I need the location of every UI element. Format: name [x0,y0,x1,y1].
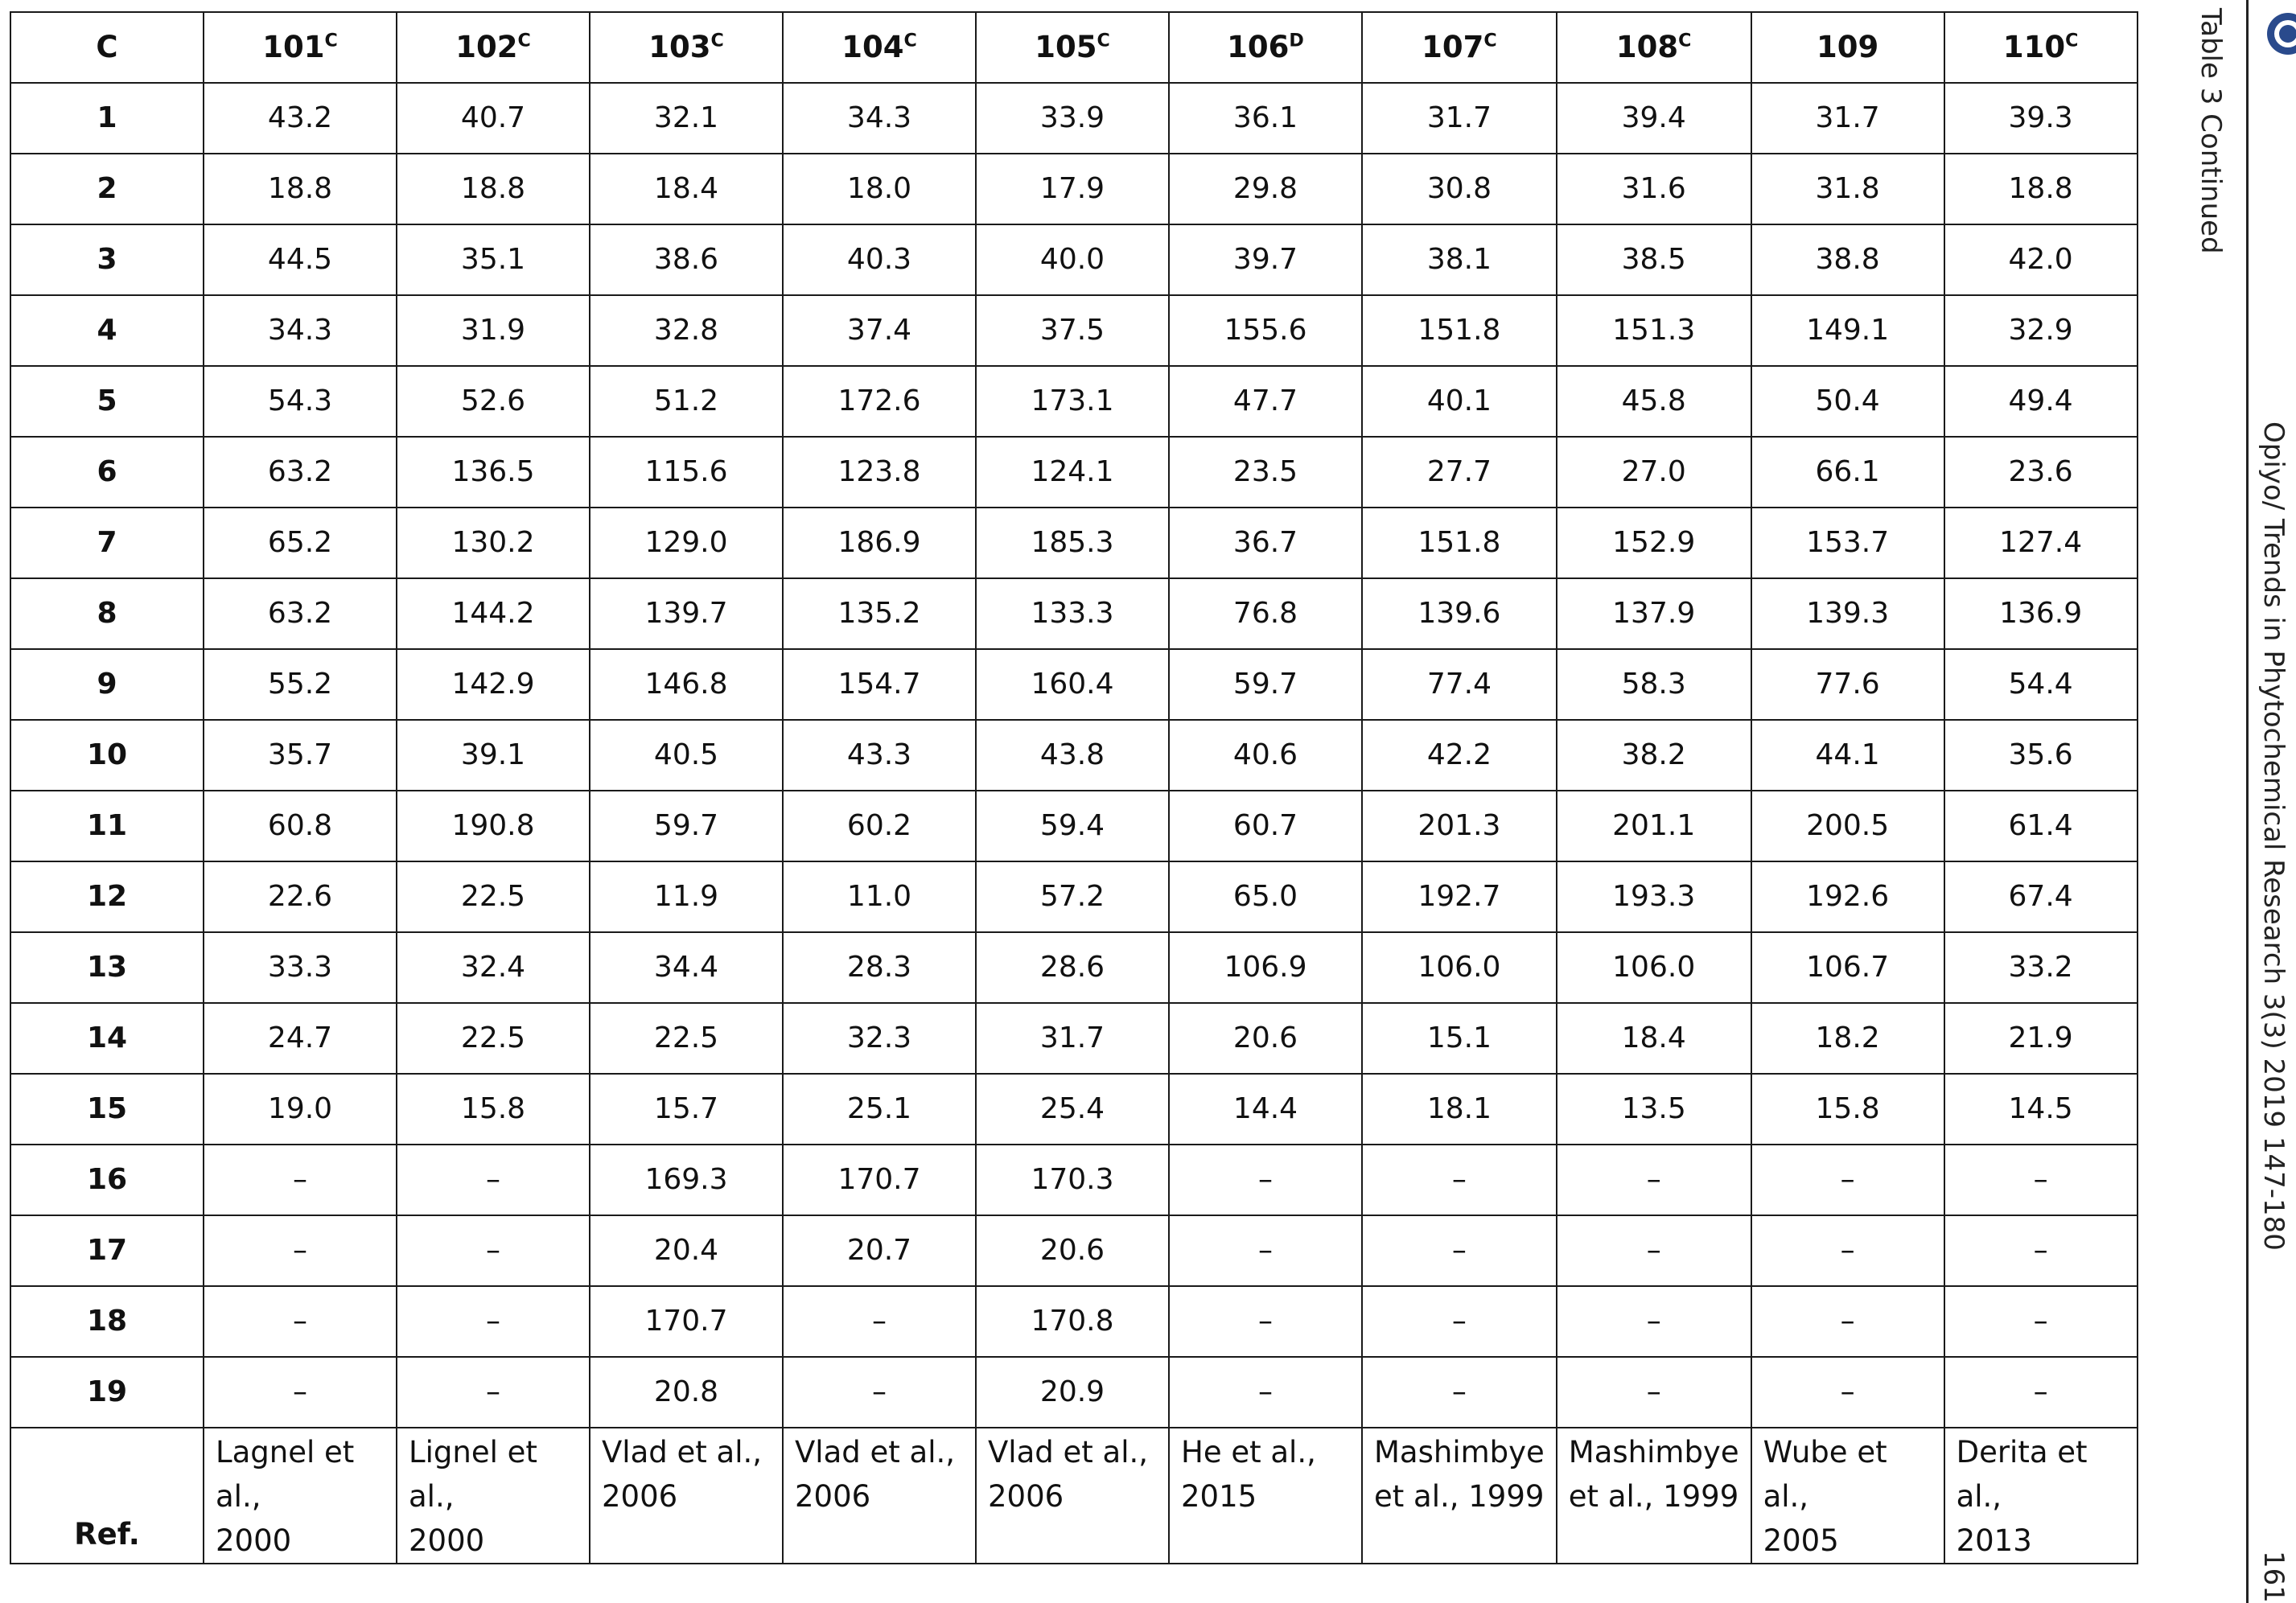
shift-value-cell: 106.0 [1557,932,1751,1003]
shift-value-cell: 130.2 [397,508,590,578]
shift-value-cell: 31.7 [1362,83,1557,154]
carbon-position-label: 7 [10,508,204,578]
reference-line: et al., 1999 [1568,1479,1739,1514]
reference-cell [1751,1428,1944,1564]
shift-value-cell: 44.1 [1751,720,1944,791]
shift-value-cell: – [1944,1357,2138,1428]
reference-line: 2006 [602,1479,678,1514]
compound-superscript: C [903,30,917,51]
compound-superscript: C [1483,30,1497,51]
shift-value-cell: 24.7 [204,1003,397,1074]
shift-value-cell: 170.3 [976,1145,1169,1215]
compound-header [1169,12,1362,83]
shift-value-cell: 77.6 [1751,649,1944,720]
reference-cell [1557,1428,1751,1564]
shift-value-cell: – [783,1357,976,1428]
shift-value-cell: 40.7 [397,83,590,154]
shift-value-cell: 17.9 [976,154,1169,224]
shift-value-cell: 151.8 [1362,508,1557,578]
shift-value-cell: 151.3 [1557,295,1751,366]
carbon-position-label: 17 [10,1215,204,1286]
shift-value-cell: – [1169,1286,1362,1357]
shift-value-cell: 36.7 [1169,508,1362,578]
table-row [10,437,2138,508]
carbon-position-label: 14 [10,1003,204,1074]
reference-line: Lagnel et al., [216,1435,355,1514]
reference-cell [783,1428,976,1564]
reference-cell [1944,1428,2138,1564]
shift-value-cell: – [204,1145,397,1215]
shift-value-cell: 37.4 [783,295,976,366]
table-row [10,932,2138,1003]
shift-value-cell: 18.2 [1751,1003,1944,1074]
compound-number: 102 [455,29,518,64]
shift-value-cell: 20.8 [590,1357,783,1428]
shift-value-cell: – [204,1215,397,1286]
shift-value-cell: – [1362,1145,1557,1215]
shift-value-cell: 14.4 [1169,1074,1362,1145]
compound-header [783,12,976,83]
shift-value-cell: 149.1 [1751,295,1944,366]
shift-value-cell: 21.9 [1944,1003,2138,1074]
shift-value-cell: 185.3 [976,508,1169,578]
shift-value-cell: 11.9 [590,861,783,932]
shift-value-cell: 201.1 [1557,791,1751,861]
shift-value-cell: 63.2 [204,578,397,649]
carbon-position-label: 5 [10,366,204,437]
shift-value-cell: 40.3 [783,224,976,295]
shift-value-cell: 28.3 [783,932,976,1003]
shift-value-cell: 32.4 [397,932,590,1003]
shift-value-cell: 45.8 [1557,366,1751,437]
shift-value-cell: 27.7 [1362,437,1557,508]
table-row [10,1003,2138,1074]
shift-value-cell: 18.0 [783,154,976,224]
shift-value-cell: 142.9 [397,649,590,720]
shift-value-cell: 35.1 [397,224,590,295]
nmr-data-table [10,11,2138,1564]
reference-line: Mashimbye [1568,1435,1739,1469]
reference-cell [204,1428,397,1564]
compound-number: 101 [262,29,325,64]
shift-value-cell: – [397,1215,590,1286]
carbon-position-label: 6 [10,437,204,508]
shift-value-cell: – [1362,1215,1557,1286]
shift-value-cell: 127.4 [1944,508,2138,578]
shift-value-cell: – [1169,1145,1362,1215]
margin-divider-line [2246,0,2249,1603]
shift-value-cell: 31.6 [1557,154,1751,224]
table-header-row [10,12,2138,83]
shift-value-cell: 146.8 [590,649,783,720]
shift-value-cell: 18.4 [590,154,783,224]
reference-line: Mashimbye [1374,1435,1545,1469]
shift-value-cell: 13.5 [1557,1074,1751,1145]
shift-value-cell: – [1362,1357,1557,1428]
shift-value-cell: 49.4 [1944,366,2138,437]
shift-value-cell: 136.5 [397,437,590,508]
journal-logo-icon [2253,0,2296,66]
compound-header [1557,12,1751,83]
shift-value-cell: 40.5 [590,720,783,791]
table-row [10,1145,2138,1215]
reference-line: et al., 1999 [1374,1479,1545,1514]
compound-number: 106 [1227,29,1290,64]
shift-value-cell: 20.6 [976,1215,1169,1286]
shift-value-cell: 67.4 [1944,861,2138,932]
table-row [10,224,2138,295]
reference-line: 2005 [1763,1523,1839,1558]
shift-value-cell: 15.8 [397,1074,590,1145]
compound-number: 104 [841,29,904,64]
shift-value-cell: – [397,1286,590,1357]
reference-line: 2000 [216,1523,292,1558]
compound-header [1362,12,1557,83]
shift-value-cell: 59.7 [590,791,783,861]
shift-value-cell: 144.2 [397,578,590,649]
shift-value-cell: 40.6 [1169,720,1362,791]
compound-header [590,12,783,83]
carbon-position-label: 3 [10,224,204,295]
shift-value-cell: – [1751,1145,1944,1215]
table-row [10,154,2138,224]
shift-value-cell: – [204,1286,397,1357]
shift-value-cell: 172.6 [783,366,976,437]
carbon-position-label: 15 [10,1074,204,1145]
shift-value-cell: 170.8 [976,1286,1169,1357]
shift-value-cell: 170.7 [590,1286,783,1357]
shift-value-cell: – [1362,1286,1557,1357]
shift-value-cell: – [1944,1145,2138,1215]
reference-line: Derita et al., [1956,1435,2088,1514]
shift-value-cell: 124.1 [976,437,1169,508]
shift-value-cell: 47.7 [1169,366,1362,437]
shift-value-cell: – [1557,1145,1751,1215]
carbon-position-label: 10 [10,720,204,791]
shift-value-cell: 139.6 [1362,578,1557,649]
shift-value-cell: 44.5 [204,224,397,295]
shift-value-cell: 139.3 [1751,578,1944,649]
table-row [10,1215,2138,1286]
shift-value-cell: 18.8 [204,154,397,224]
shift-value-cell: 23.5 [1169,437,1362,508]
corner-header: C [10,12,204,83]
shift-value-cell: 20.4 [590,1215,783,1286]
shift-value-cell: 31.7 [976,1003,1169,1074]
compound-superscript: C [1097,30,1110,51]
shift-value-cell: 18.8 [397,154,590,224]
reference-line: 2006 [795,1479,871,1514]
shift-value-cell: 43.8 [976,720,1169,791]
table-row [10,295,2138,366]
shift-value-cell: 76.8 [1169,578,1362,649]
compound-superscript: C [324,30,338,51]
compound-superscript: D [1289,30,1304,51]
shift-value-cell: 18.1 [1362,1074,1557,1145]
shift-value-cell: 35.7 [204,720,397,791]
shift-value-cell: 43.2 [204,83,397,154]
shift-value-cell: 34.3 [204,295,397,366]
shift-value-cell: – [783,1286,976,1357]
shift-value-cell: – [1557,1357,1751,1428]
shift-value-cell: 151.8 [1362,295,1557,366]
carbon-position-label: 1 [10,83,204,154]
shift-value-cell: 173.1 [976,366,1169,437]
shift-value-cell: 106.0 [1362,932,1557,1003]
reference-cell [397,1428,590,1564]
shift-value-cell: 186.9 [783,508,976,578]
reference-line: 2000 [409,1523,485,1558]
shift-value-cell: 33.9 [976,83,1169,154]
shift-value-cell: 42.2 [1362,720,1557,791]
compound-superscript: C [710,30,724,51]
table-caption: Table 3 Continued [2195,8,2227,254]
shift-value-cell: 58.3 [1557,649,1751,720]
shift-value-cell: – [1169,1357,1362,1428]
shift-value-cell: 54.3 [204,366,397,437]
carbon-position-label: 4 [10,295,204,366]
shift-value-cell: 18.8 [1944,154,2138,224]
shift-value-cell: 59.7 [1169,649,1362,720]
table-row [10,508,2138,578]
shift-value-cell: 43.3 [783,720,976,791]
reference-cell [1169,1428,1362,1564]
shift-value-cell: 34.3 [783,83,976,154]
shift-value-cell: – [1169,1215,1362,1286]
shift-value-cell: – [204,1357,397,1428]
shift-value-cell: 129.0 [590,508,783,578]
shift-value-cell: 31.7 [1751,83,1944,154]
compound-superscript: C [517,30,531,51]
shift-value-cell: 60.8 [204,791,397,861]
shift-value-cell: 30.8 [1362,154,1557,224]
table-row [10,649,2138,720]
shift-value-cell: 32.3 [783,1003,976,1074]
shift-value-cell: 192.6 [1751,861,1944,932]
shift-value-cell: 65.2 [204,508,397,578]
shift-value-cell: 160.4 [976,649,1169,720]
shift-value-cell: 40.0 [976,224,1169,295]
carbon-position-label: 18 [10,1286,204,1357]
carbon-position-label: 13 [10,932,204,1003]
shift-value-cell: – [1751,1286,1944,1357]
shift-value-cell: 22.5 [397,861,590,932]
shift-value-cell: 22.5 [397,1003,590,1074]
shift-value-cell: 15.8 [1751,1074,1944,1145]
shift-value-cell: 190.8 [397,791,590,861]
shift-value-cell: 31.8 [1751,154,1944,224]
table-row [10,720,2138,791]
compound-header [1944,12,2138,83]
shift-value-cell: 32.1 [590,83,783,154]
shift-value-cell: – [1944,1215,2138,1286]
shift-value-cell: 57.2 [976,861,1169,932]
shift-value-cell: 152.9 [1557,508,1751,578]
shift-value-cell: 65.0 [1169,861,1362,932]
shift-value-cell: 155.6 [1169,295,1362,366]
reference-cell [590,1428,783,1564]
table-row [10,1074,2138,1145]
reference-row [10,1428,2138,1564]
shift-value-cell: 39.3 [1944,83,2138,154]
shift-value-cell: 154.7 [783,649,976,720]
compound-header [976,12,1169,83]
table-row [10,861,2138,932]
shift-value-cell: 33.3 [204,932,397,1003]
shift-value-cell: 135.2 [783,578,976,649]
shift-value-cell: 59.4 [976,791,1169,861]
shift-value-cell: 25.4 [976,1074,1169,1145]
carbon-position-label: 2 [10,154,204,224]
shift-value-cell: 18.4 [1557,1003,1751,1074]
reference-line: 2015 [1181,1479,1257,1514]
compound-header [204,12,397,83]
carbon-position-label: 11 [10,791,204,861]
shift-value-cell: 27.0 [1557,437,1751,508]
shift-value-cell: 22.6 [204,861,397,932]
carbon-position-label: 16 [10,1145,204,1215]
shift-value-cell: 38.8 [1751,224,1944,295]
shift-value-cell: 106.9 [1169,932,1362,1003]
carbon-position-label: 19 [10,1357,204,1428]
shift-value-cell: 66.1 [1751,437,1944,508]
shift-value-cell: 136.9 [1944,578,2138,649]
reference-label: Ref. [10,1428,204,1564]
shift-value-cell: 40.1 [1362,366,1557,437]
shift-value-cell: 38.6 [590,224,783,295]
reference-line: Lignel et al., [409,1435,537,1514]
shift-value-cell: 15.1 [1362,1003,1557,1074]
shift-value-cell: 139.7 [590,578,783,649]
shift-value-cell: 20.6 [1169,1003,1362,1074]
shift-value-cell: – [1751,1215,1944,1286]
shift-value-cell: 38.1 [1362,224,1557,295]
compound-header [397,12,590,83]
reference-line: Vlad et al., [795,1435,956,1469]
shift-value-cell: 23.6 [1944,437,2138,508]
shift-value-cell: 61.4 [1944,791,2138,861]
reference-line: 2013 [1956,1523,2032,1558]
shift-value-cell: – [1557,1286,1751,1357]
shift-value-cell: 38.5 [1557,224,1751,295]
table-row [10,578,2138,649]
shift-value-cell: 201.3 [1362,791,1557,861]
compound-number: 109 [1816,29,1879,64]
compound-superscript: C [2065,30,2079,51]
shift-value-cell: 77.4 [1362,649,1557,720]
shift-value-cell: 20.7 [783,1215,976,1286]
compound-header [1751,12,1944,83]
shift-value-cell: 133.3 [976,578,1169,649]
reference-line: He et al., [1181,1435,1316,1469]
shift-value-cell: 50.4 [1751,366,1944,437]
shift-value-cell: 52.6 [397,366,590,437]
carbon-position-label: 9 [10,649,204,720]
shift-value-cell: 123.8 [783,437,976,508]
shift-value-cell: 35.6 [1944,720,2138,791]
shift-value-cell: – [1557,1215,1751,1286]
shift-value-cell: 39.1 [397,720,590,791]
shift-value-cell: 36.1 [1169,83,1362,154]
table-row [10,366,2138,437]
table-row [10,1357,2138,1428]
compound-number: 110 [2002,29,2066,64]
shift-value-cell: 153.7 [1751,508,1944,578]
shift-value-cell: 192.7 [1362,861,1557,932]
table-row [10,1286,2138,1357]
compound-number: 108 [1615,29,1679,64]
shift-value-cell: – [397,1145,590,1215]
shift-value-cell: 15.7 [590,1074,783,1145]
shift-value-cell: 32.8 [590,295,783,366]
shift-value-cell: 28.6 [976,932,1169,1003]
reference-cell [1362,1428,1557,1564]
shift-value-cell: 51.2 [590,366,783,437]
shift-value-cell: 34.4 [590,932,783,1003]
shift-value-cell: 63.2 [204,437,397,508]
shift-value-cell: 11.0 [783,861,976,932]
table-row [10,791,2138,861]
compound-number: 107 [1422,29,1484,64]
reference-line: 2006 [988,1479,1064,1514]
shift-value-cell: 42.0 [1944,224,2138,295]
running-head: Opiyo/ Trends in Phytochemical Research 3(3) 2019 147-180 [2257,421,2290,1251]
reference-line: Vlad et al., [988,1435,1149,1469]
shift-value-cell: 22.5 [590,1003,783,1074]
carbon-position-label: 8 [10,578,204,649]
shift-value-cell: 32.9 [1944,295,2138,366]
compound-number: 105 [1035,29,1097,64]
shift-value-cell: 14.5 [1944,1074,2138,1145]
shift-value-cell: 193.3 [1557,861,1751,932]
shift-value-cell: 39.7 [1169,224,1362,295]
reference-line: Wube et al., [1763,1435,1887,1514]
page-number: 161 [2257,1551,2290,1603]
shift-value-cell: 115.6 [590,437,783,508]
carbon-position-label: 12 [10,861,204,932]
shift-value-cell: 29.8 [1169,154,1362,224]
shift-value-cell: 60.2 [783,791,976,861]
reference-line: Vlad et al., [602,1435,763,1469]
shift-value-cell: 54.4 [1944,649,2138,720]
shift-value-cell: 200.5 [1751,791,1944,861]
shift-value-cell: 38.2 [1557,720,1751,791]
compound-number: 103 [648,29,711,64]
shift-value-cell: 19.0 [204,1074,397,1145]
shift-value-cell: 25.1 [783,1074,976,1145]
reference-cell [976,1428,1169,1564]
shift-value-cell: 106.7 [1751,932,1944,1003]
shift-value-cell: – [1944,1286,2138,1357]
shift-value-cell: 39.4 [1557,83,1751,154]
shift-value-cell: 137.9 [1557,578,1751,649]
compound-superscript: C [1678,30,1692,51]
shift-value-cell: 170.7 [783,1145,976,1215]
shift-value-cell: 31.9 [397,295,590,366]
shift-value-cell: – [397,1357,590,1428]
table-row [10,83,2138,154]
shift-value-cell: 33.2 [1944,932,2138,1003]
shift-value-cell: 60.7 [1169,791,1362,861]
shift-value-cell: 55.2 [204,649,397,720]
shift-value-cell: 37.5 [976,295,1169,366]
shift-value-cell: 20.9 [976,1357,1169,1428]
shift-value-cell: – [1751,1357,1944,1428]
shift-value-cell: 169.3 [590,1145,783,1215]
